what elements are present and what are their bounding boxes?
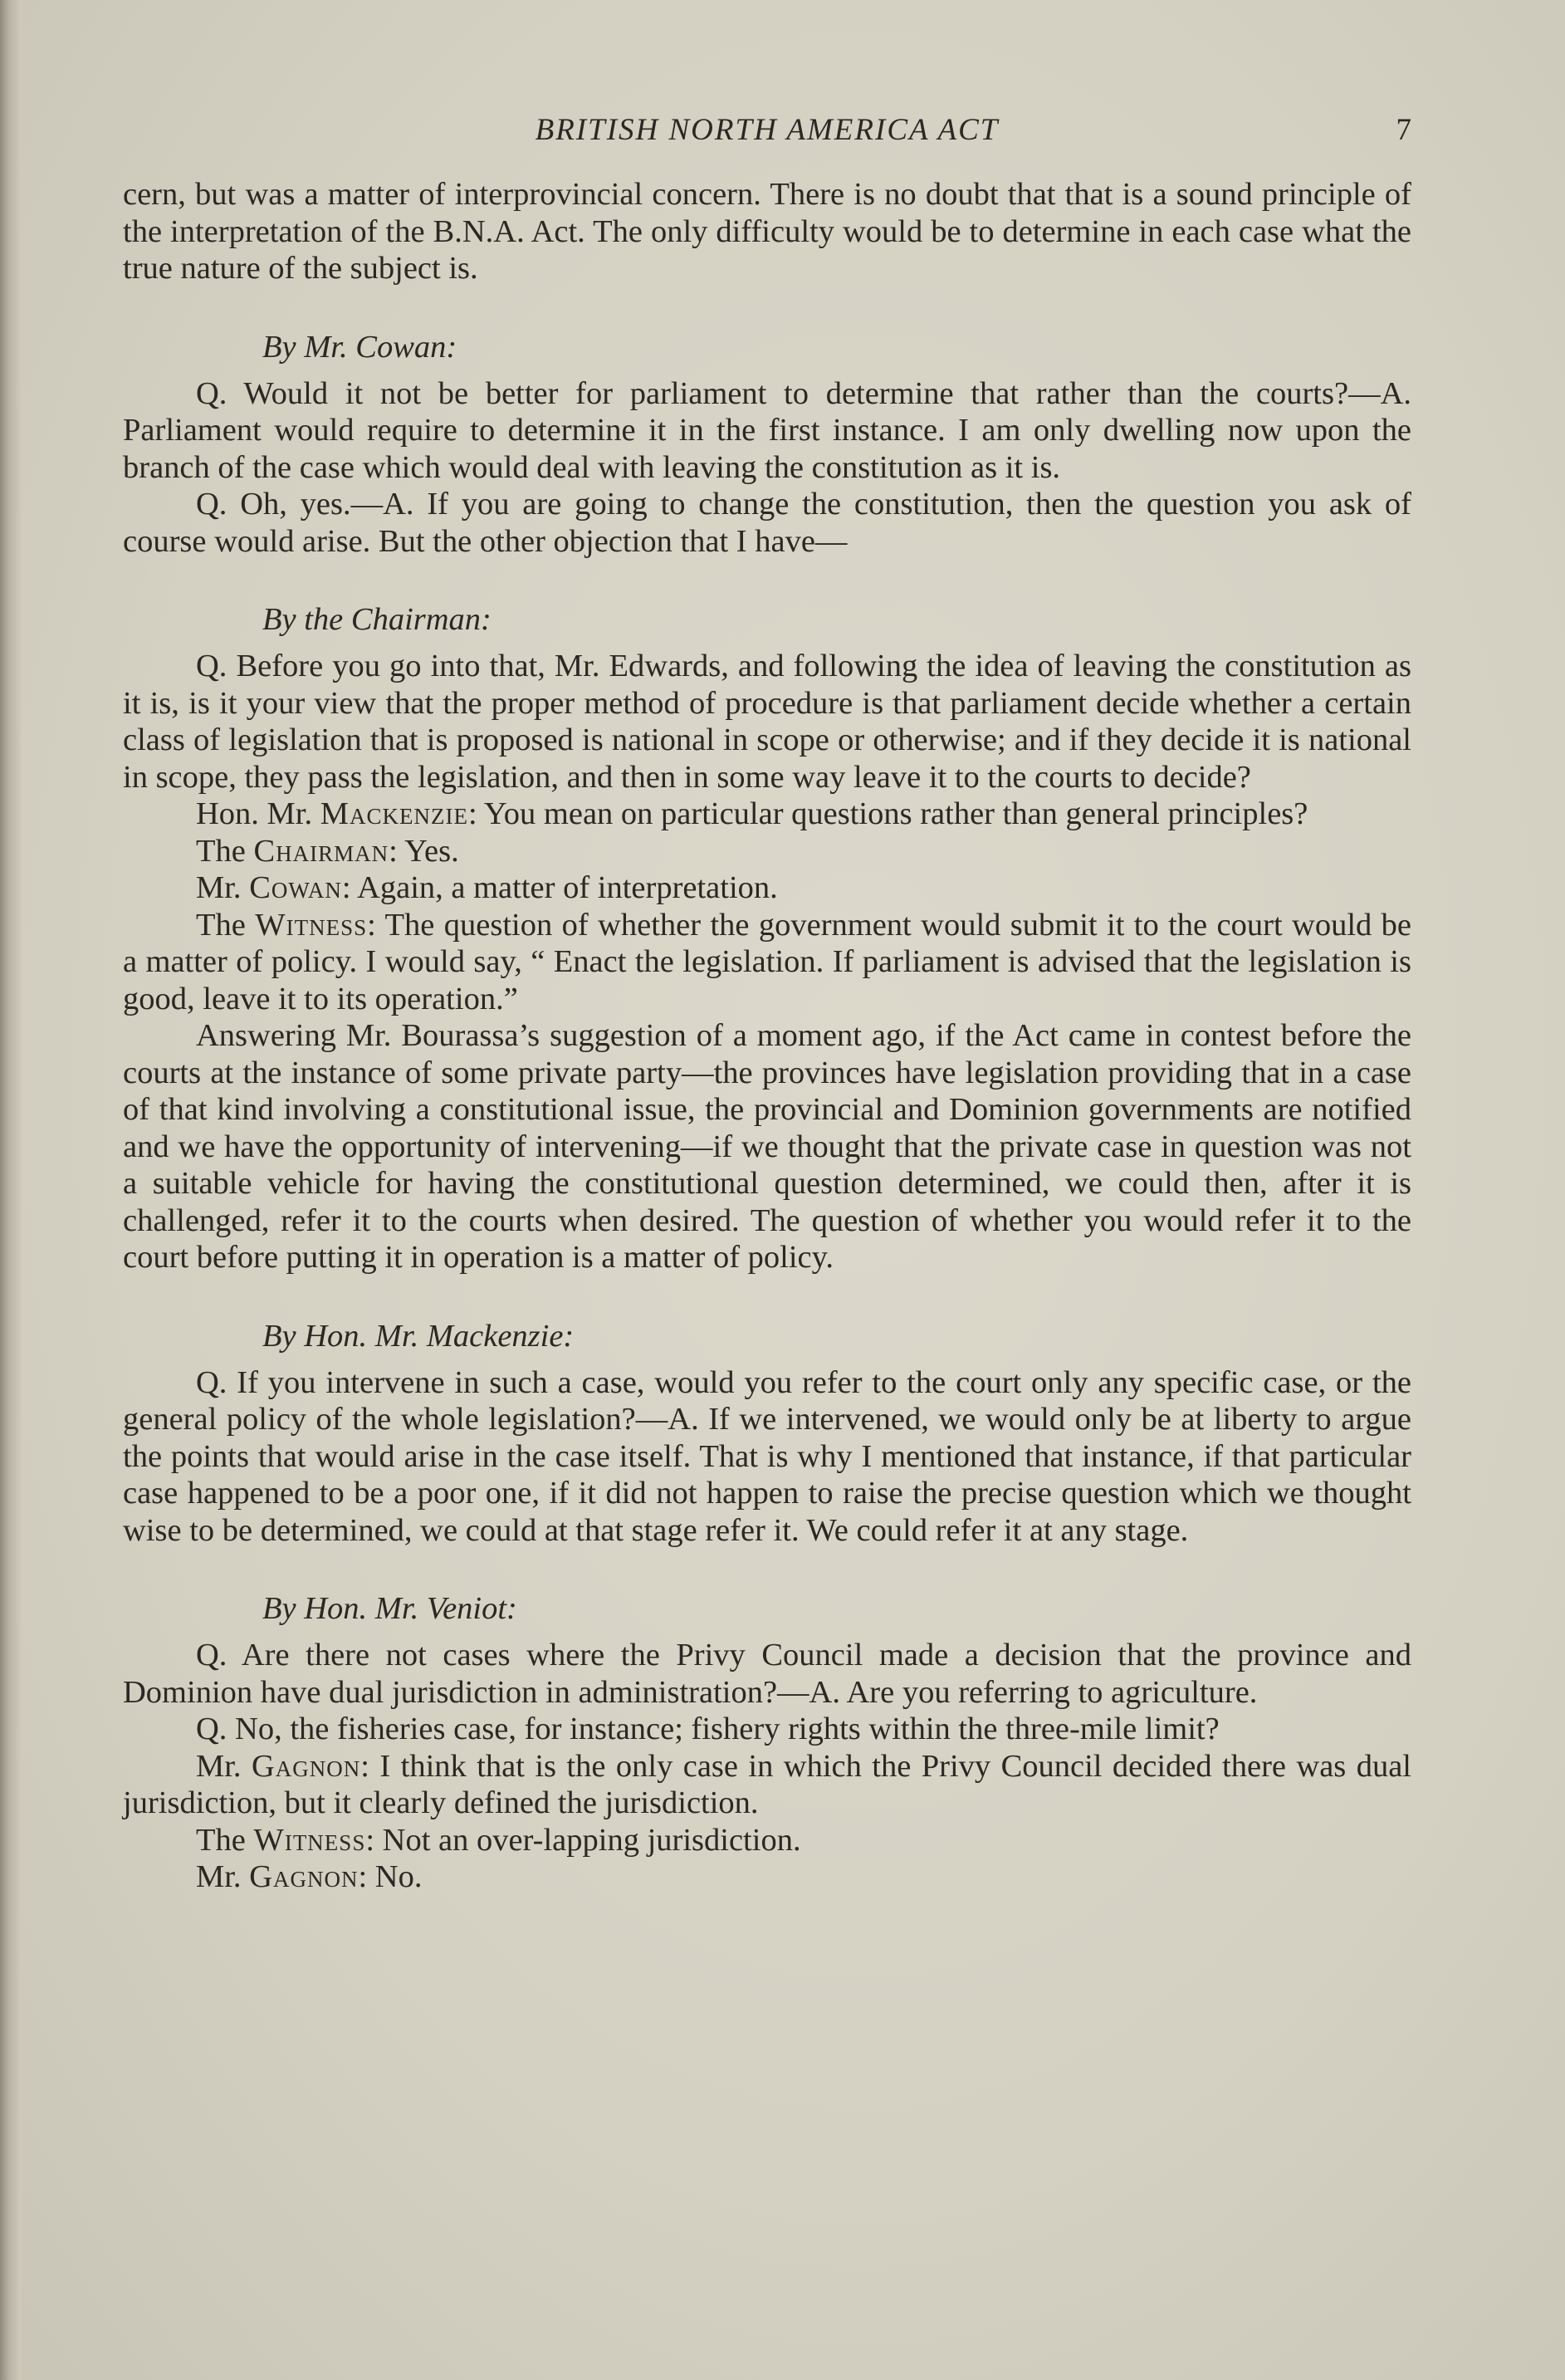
speech-text: : I think that is the only case in which the Privy Council decided there was dual jurisdiction, but it clearly defined the jurisdiction. (123, 1748, 1411, 1820)
body-paragraph: Q. Would it not be better for parliament to determine that rather than the courts?—A. Parliament would require to determine it in the first instance. I am only dwelling now upon the branch of the case which would deal with leaving the constitution as it is. (123, 375, 1411, 485)
speaker-title: Mr. (196, 870, 250, 905)
body-paragraph: Q. If you intervene in such a case, would you refer to the court only any specific case, or the general policy of the whole legislation?—A. If we intervened, we would only be at liberty to argue the points that would arise in the case itself. That is why I mentioned that instance, if that particular case happened to be a poor one, if it did not happen to raise the precise question which we thought wise to be determined, we could at that stage refer it. We could refer it at any stage. (123, 1364, 1411, 1548)
examiner-heading: By Mr. Cowan: (262, 329, 457, 365)
speaker-paragraph (123, 1748, 1411, 1822)
page-body (123, 176, 1411, 1896)
speaker-name: Witness (253, 1822, 366, 1858)
speaker-name: Gagnon (251, 1748, 361, 1784)
running-header (123, 110, 1411, 151)
speaker-title: Mr. (196, 1859, 250, 1894)
speaker-paragraph (123, 1858, 1411, 1896)
body-paragraph: Q. Are there not cases where the Privy Council made a decision that the province and Dominion have dual jurisdiction in administration?—A. Are you referring to agriculture. (123, 1638, 1411, 1710)
binding-edge (0, 0, 22, 2380)
speech-text: : No. (358, 1859, 423, 1894)
speech-text: : Again, a matter of interpretation. (341, 870, 778, 905)
speaker-name: Mackenzie (320, 796, 468, 831)
examiner-heading: By Hon. Mr. Mackenzie: (262, 1318, 575, 1354)
speaker-title: Mr. (196, 1748, 252, 1784)
examiner-heading: By Hon. Mr. Veniot: (262, 1591, 517, 1626)
speaker-name: Gagnon (249, 1859, 359, 1894)
running-title: BRITISH NORTH AMERICA ACT (535, 113, 1000, 147)
speaker-name: Witness (255, 907, 368, 943)
body-paragraph: Q. No, the fisheries case, for instance; fishery rights within the three-mile limit? (196, 1712, 1220, 1746)
speech-text: : Not an over-lapping jurisdiction. (365, 1822, 801, 1858)
speech-text: : The question of whether the government would submit it to the court would be a matter of policy. I would say, “ Enact the legislation. If parliament is advised that the legislation is good, leave it to its operation.” (123, 907, 1412, 1016)
speaker-title: The (196, 1822, 254, 1858)
speaker-paragraph (123, 796, 1411, 833)
speaker-paragraph (123, 833, 1411, 870)
speaker-paragraph (123, 907, 1411, 1018)
speaker-title: The (196, 907, 256, 943)
speaker-paragraph (123, 869, 1411, 907)
speaker-name: Chairman (253, 833, 389, 869)
body-paragraph: Q. Oh, yes.—A. If you are going to change the constitution, then the question you ask of course would arise. But the other objection that I have— (123, 487, 1411, 559)
examiner-heading: By the Chairman: (262, 602, 492, 637)
body-paragraph: Answering Mr. Bourassa’s suggestion of a moment ago, if the Act came in contest before the courts at the instance of some private party—the provinces have legislation providing that in a case of that kind involving a constitutional issue, the provincial and Dominion governments are notified and we have the opportunity of intervening—if we thought that the private case in question was not a suitable vehicle for having the constitutional question determined, we could then, after it is challenged, refer it to the courts when desired. The question of whether you would refer it to the court before putting it in operation is a matter of policy. (123, 1018, 1411, 1275)
speaker-name: Cowan (249, 870, 342, 905)
body-paragraph: cern, but was a matter of interprovincial concern. There is no doubt that that is a sound principle of the interpretation of the B.N.A. Act. The only difficulty would be to determine in each case what the true nature of the subject is. (123, 177, 1411, 286)
speech-text: : You mean on particular questions rather than general principles? (467, 796, 1308, 831)
speaker-paragraph (123, 1822, 1411, 1859)
body-paragraph: Q. Before you go into that, Mr. Edwards, and following the idea of leaving the constitution as it is, is it your view that the proper method of procedure is that parliament decide whether a certain class of legislation that is proposed is national in scope or otherwise; and if they decide it is national in scope, they pass the legislation, and then in some way leave it to the courts to decide? (123, 649, 1411, 795)
speaker-title: The (196, 833, 254, 869)
speech-text: : Yes. (389, 833, 459, 869)
speaker-title: Hon. Mr. (196, 796, 320, 831)
page-number: 7 (1396, 113, 1411, 147)
